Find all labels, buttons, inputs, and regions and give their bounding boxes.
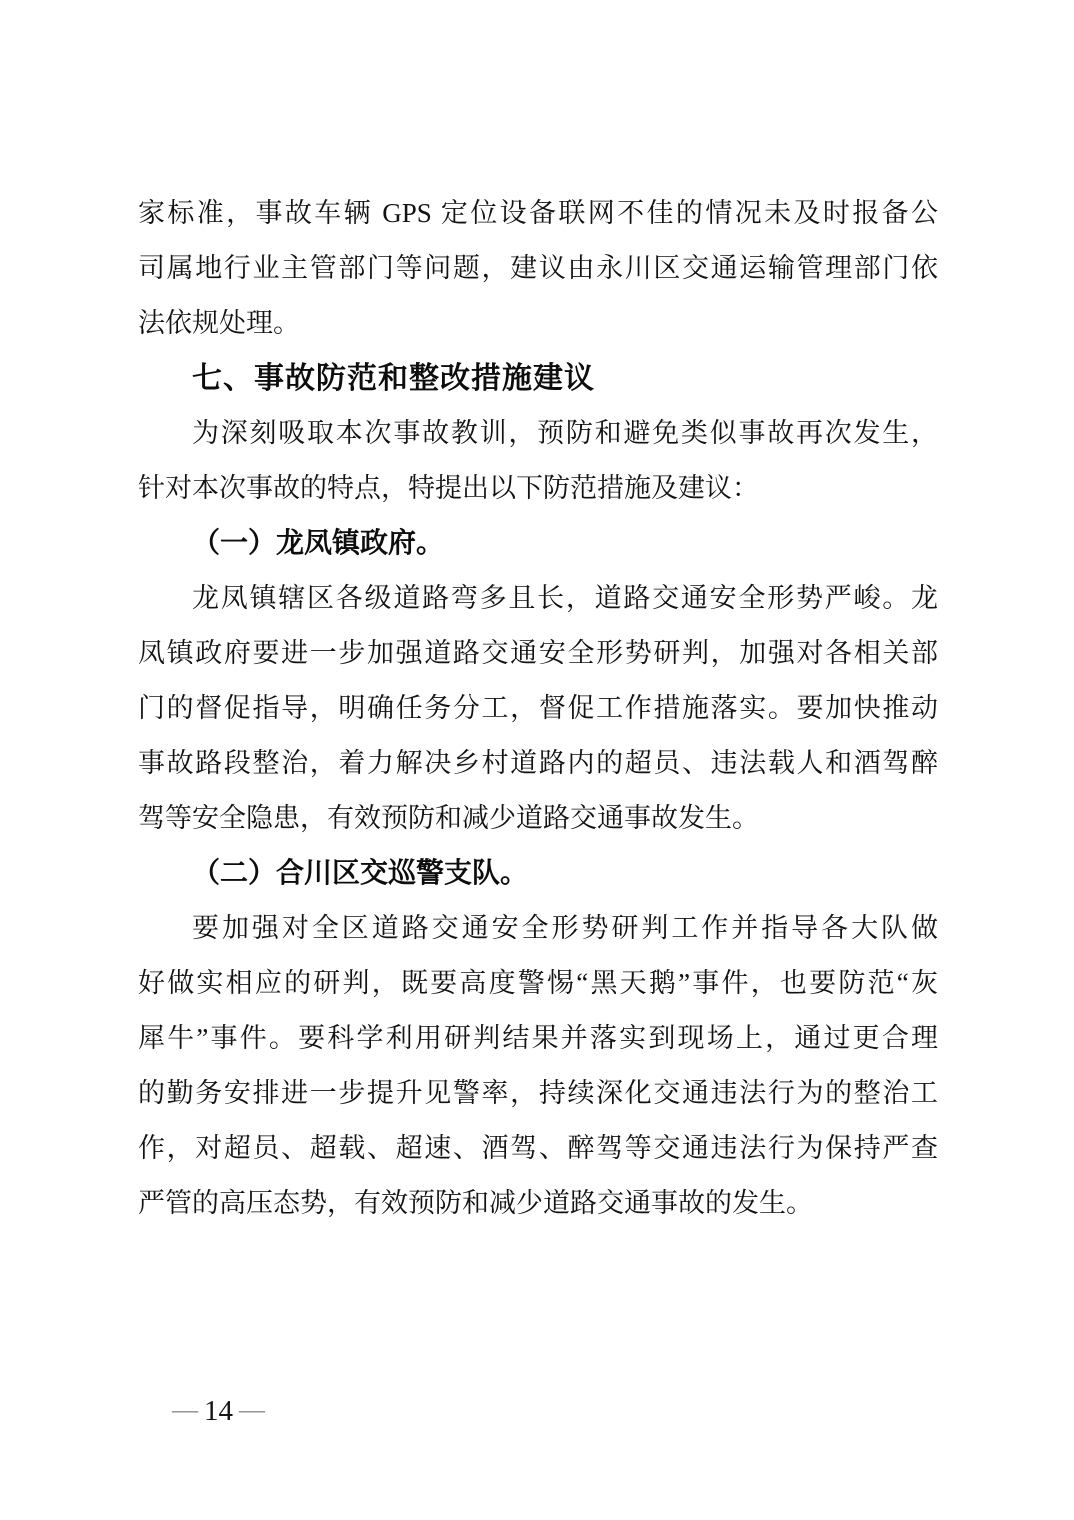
text-line: 驾等安全隐患，有效预防和减少道路交通事故发生。 (138, 803, 759, 833)
text-line: 作，对超员、超载、超速、酒驾、醉驾等交通违法行为保持严查 (138, 1133, 938, 1163)
text-line: 法依规处理。 (138, 308, 300, 338)
text-line: 要加强对全区道路交通安全形势研判工作并指导各大队做 (192, 913, 938, 943)
sub-section-heading: （二）合川区交巡警支队。 (192, 858, 529, 889)
text-line: 凤镇政府要进一步加强道路交通安全形势研判，加强对各相关部 (138, 638, 938, 668)
section-heading: 七、事故防范和整改措施建议 (192, 362, 595, 395)
text-line: 的勤务安排进一步提升见警率，持续深化交通违法行为的整治工 (138, 1078, 938, 1108)
text-line: 好做实相应的研判，既要高度警惕“黑天鹅”事件，也要防范“灰 (138, 968, 938, 998)
text-line: 严管的高压态势，有效预防和减少道路交通事故的发生。 (138, 1188, 813, 1218)
text-line: 家标准，事故车辆 GPS 定位设备联网不佳的情况未及时报备公 (138, 198, 938, 228)
footer-dash-right: — (239, 1395, 265, 1424)
page-footer (172, 1390, 265, 1430)
text-line: 犀牛”事件。要科学利用研判结果并落实到现场上，通过更合理 (138, 1023, 938, 1053)
page-number: 14 (204, 1395, 233, 1427)
text-line: 为深刻吸取本次事故教训，预防和避免类似事故再次发生， (192, 418, 938, 448)
text-line: 龙凤镇辖区各级道路弯多且长，道路交通安全形势严峻。龙 (192, 583, 938, 613)
text-line: 门的督促指导，明确任务分工，督促工作措施落实。要加快推动 (138, 693, 938, 723)
text-line: 针对本次事故的特点，特提出以下防范措施及建议： (138, 473, 759, 503)
footer-dash-left: — (172, 1395, 198, 1424)
document-content (138, 186, 938, 1231)
text-line: 事故路段整治，着力解决乡村道路内的超员、违法载人和酒驾醉 (138, 748, 938, 778)
text-line: 司属地行业主管部门等问题，建议由永川区交通运输管理部门依 (138, 253, 938, 283)
sub-section-heading: （一）龙凤镇政府。 (192, 528, 445, 559)
